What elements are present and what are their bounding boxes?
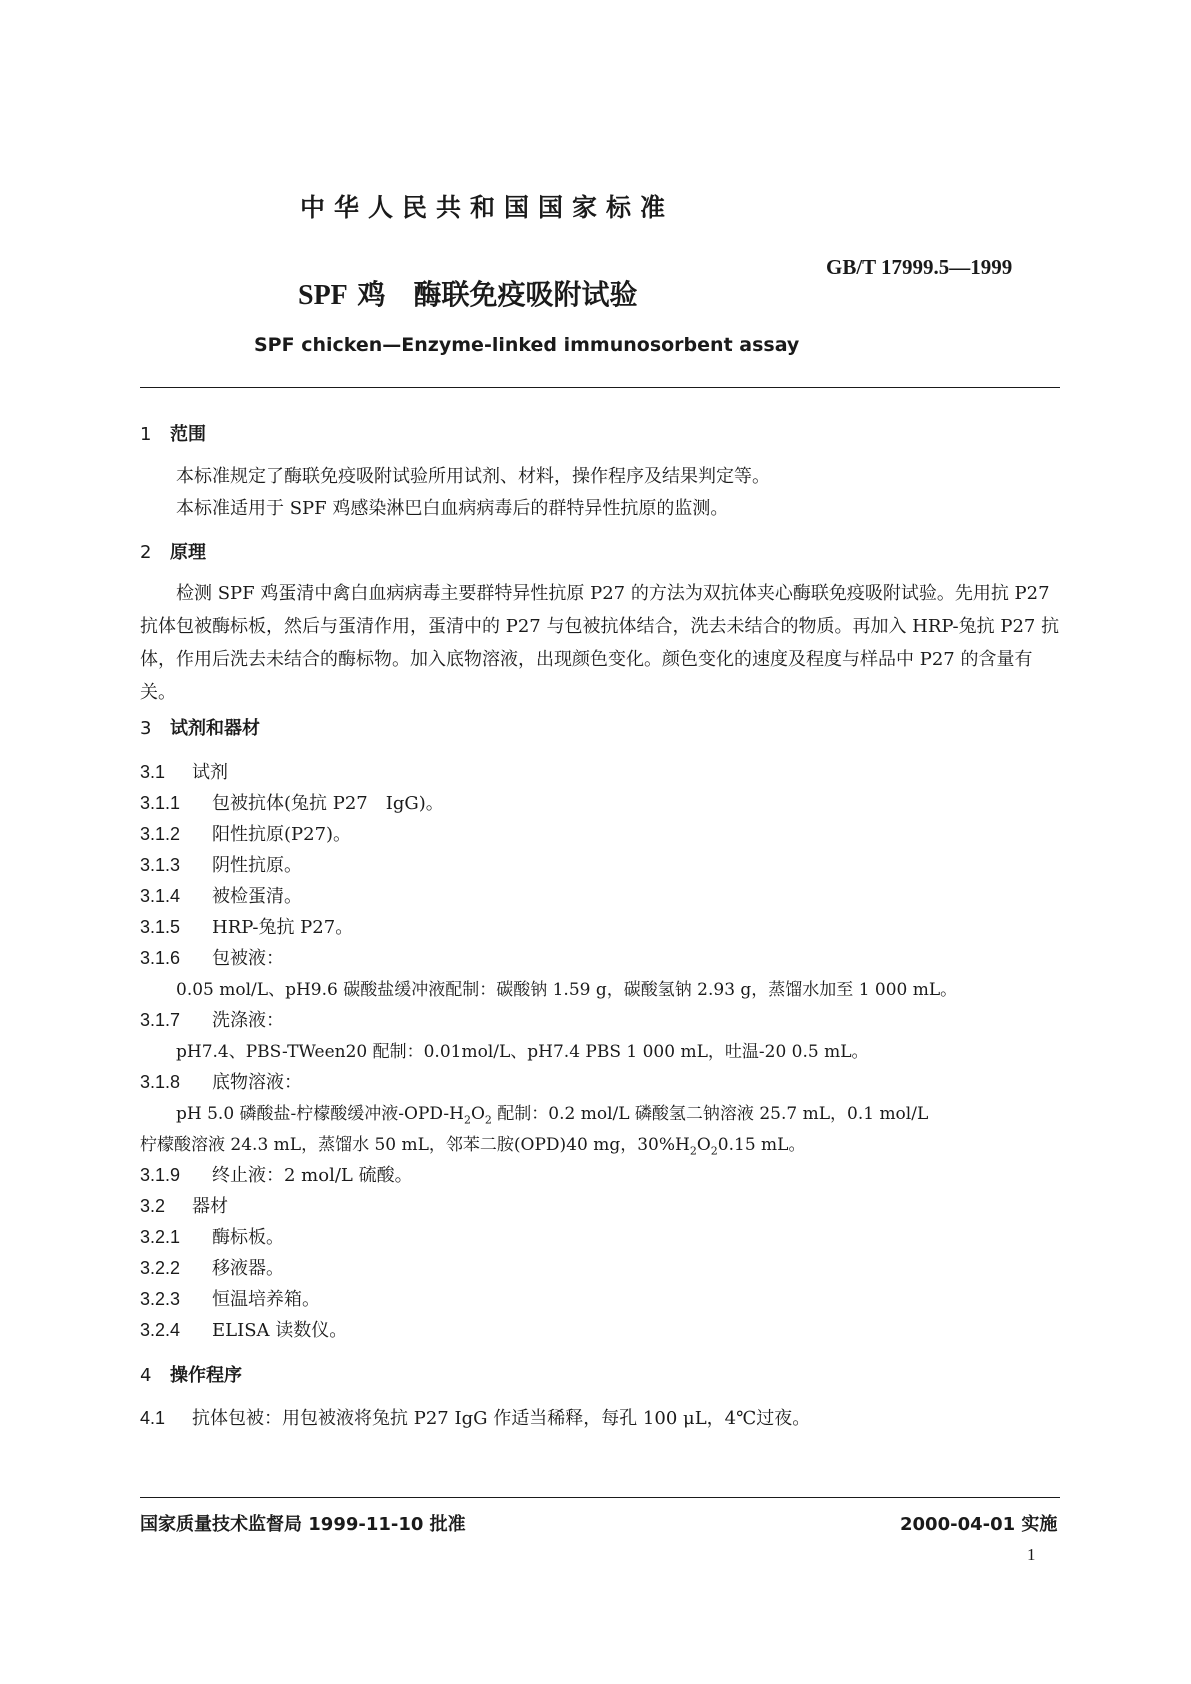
scope-paragraph-2: 本标准适用于 SPF 鸡感染淋巴白血病病毒后的群特异性抗原的监测。 — [176, 498, 729, 519]
section-number: 2 — [140, 542, 152, 563]
item-3-2-1: 3.2.1 酶标板。 — [140, 1227, 284, 1248]
header-divider — [140, 387, 1060, 388]
item-4-1: 4.1 抗体包被：用包被液将兔抗 P27 IgG 作适当稀释，每孔 100 μL，4℃过夜。 — [140, 1408, 811, 1429]
item-3-1-1: 3.1.1 包被抗体(兔抗 P27 IgG)。 — [140, 793, 444, 814]
english-title: SPF chicken—Enzyme-linked immunosorbent assay — [254, 334, 800, 356]
title-chinese: 鸡 酶联免疫吸附试验 — [357, 278, 638, 311]
effective-date: 2000-04-01 实施 — [900, 1514, 1058, 1535]
standard-code: GB/T 17999.5—1999 — [826, 255, 1013, 279]
item-3-2: 3.2 器材 — [140, 1196, 228, 1217]
item-3-1-3: 3.1.3 阴性抗原。 — [140, 855, 302, 876]
section-number: 4 — [140, 1365, 152, 1386]
section-2-heading — [140, 538, 206, 564]
item-3-1-6-content: 0.05 mol/L、pH9.6 碳酸盐缓冲液配制：碳酸钠 1.59 g，碳酸氢钠 2.93 g，蒸馏水加至 1 000 mL。 — [176, 980, 958, 1000]
item-3-1: 3.1 试剂 — [140, 762, 228, 783]
item-3-1-4: 3.1.4 被检蛋清。 — [140, 886, 302, 907]
approval-date: 国家质量技术监督局 1999-11-10 批准 — [140, 1514, 466, 1535]
section-title: 范围 — [170, 424, 206, 445]
section-3-heading — [140, 714, 260, 740]
item-3-1-5: 3.1.5 HRP-兔抗 P27。 — [140, 917, 354, 938]
item-3-1-8-content-line-1: pH 5.0 磷酸盐-柠檬酸缓冲液$-OPD-H_2O_2$ 配制：0.2 mol/L 磷酸氢二钠溶液 25.7 mL，0.1 mol/L — [176, 1104, 929, 1127]
item-3-2-3: 3.2.3 恒温培养箱。 — [140, 1289, 320, 1310]
item-3-1-6: 3.1.6 包被液： — [140, 948, 284, 969]
scope-paragraph-1: 本标准规定了酶联免疫吸附试验所用试剂、材料，操作程序及结果判定等。 — [176, 466, 770, 487]
section-number: 1 — [140, 424, 152, 445]
section-1-heading — [140, 420, 206, 446]
standard-type-title: 中华人民共和国国家标准 — [300, 193, 675, 222]
item-3-1-8-content-line-2: 柠檬酸溶液 24.3 mL，蒸馏水 50 mL，邻苯二胺(OPD)40 mg，$30\%H_2O_20.15$ mL。 — [140, 1135, 806, 1158]
footer-divider — [140, 1497, 1060, 1498]
principle-paragraph: 检测 SPF 鸡蛋清中禽白血病病毒主要群特异性抗原 P27 的方法为双抗体夹心酶联免疫吸附试验。先用抗 P27 抗体包被酶标板，然后与蛋清作用，蛋清中的 P27 与包被抗体结合，洗去未结合的物质。再加入 HRP-兔抗 P27 抗体，作用后洗去未结合的酶标物。加入底物溶液，出现颜色变化。颜色变化的速度及程度与样品中 P27 的含量有关。 — [140, 583, 1060, 703]
section-4-heading — [140, 1361, 242, 1387]
document-title — [298, 273, 638, 313]
item-3-1-7: 3.1.7 洗涤液： — [140, 1010, 284, 1031]
item-3-1-9: 3.1.9 终止液：2 mol/L 硫酸。 — [140, 1165, 413, 1186]
section-title: 试剂和器材 — [170, 718, 260, 739]
item-3-2-2: 3.2.2 移液器。 — [140, 1258, 284, 1279]
item-3-1-2: 3.1.2 阳性抗原(P27)。 — [140, 824, 352, 845]
item-3-2-4: 3.2.4 ELISA 读数仪。 — [140, 1320, 348, 1341]
section-number: 3 — [140, 718, 152, 739]
item-3-1-8: 3.1.8 底物溶液： — [140, 1072, 302, 1093]
title-latin: SPF — [298, 280, 348, 311]
section-title: 操作程序 — [170, 1365, 242, 1386]
item-3-1-7-content: pH7.4、PBS-TWeen20 配制：0.01mol/L、pH7.4 PBS 1 000 mL，吐温-20 0.5 mL。 — [176, 1042, 869, 1062]
section-title: 原理 — [170, 542, 206, 563]
page-number: 1 — [1027, 1545, 1036, 1564]
